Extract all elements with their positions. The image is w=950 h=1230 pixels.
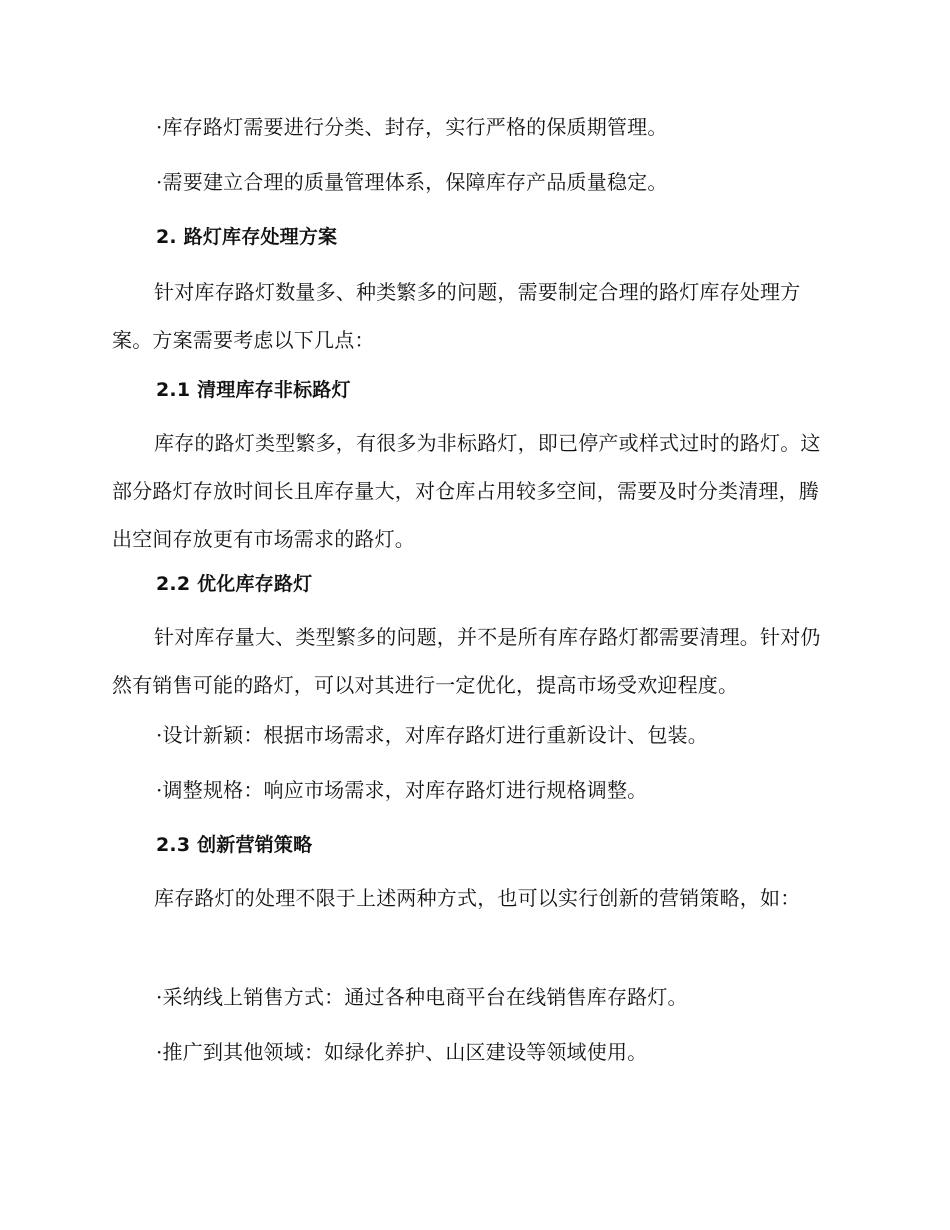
- section-2-2-heading: 2.2 优化库存路灯: [156, 573, 313, 595]
- section-2-heading: 2. 路灯库存处理方案: [156, 226, 338, 248]
- section-2-1-paragraph: 库存的路灯类型繁多，有很多为非标路灯，即已停产或样式过时的路灯。这部分路灯存放时间长且库存量大，对仓库占用较多空间，需要及时分类清理，腾出空间存放更有市场需求的路灯。: [112, 431, 821, 551]
- bullet-online-sales: ·采纳线上销售方式：通过各种电商平台在线销售库存路灯。: [156, 985, 688, 1009]
- bullet-other-fields: ·推广到其他领域：如绿化养护、山区建设等领域使用。: [156, 1040, 648, 1064]
- bullet-quality-system: ·需要建立合理的质量管理体系，保障库存产品质量稳定。: [156, 170, 668, 194]
- section-2-3-paragraph: 库存路灯的处理不限于上述两种方式，也可以实行创新的营销策略，如：: [154, 886, 801, 910]
- section-2-2-paragraph: 针对库存量大、类型繁多的问题，并不是所有库存路灯都需要清理。针对仍然有销售可能的路灯，可以对其进行一定优化，提高市场受欢迎程度。: [112, 625, 821, 697]
- section-2-3-heading: 2.3 创新营销策略: [156, 834, 313, 856]
- bullet-adjust-specs: ·调整规格：响应市场需求，对库存路灯进行规格调整。: [156, 778, 648, 802]
- bullet-storage-classification: ·库存路灯需要进行分类、封存，实行严格的保质期管理。: [156, 115, 668, 139]
- bullet-new-design: ·设计新颖：根据市场需求，对库存路灯进行重新设计、包装。: [156, 723, 708, 747]
- section-2-intro-paragraph: 针对库存路灯数量多、种类繁多的问题，需要制定合理的路灯库存处理方案。方案需要考虑以下几点：: [112, 280, 801, 352]
- section-2-1-heading: 2.1 清理库存非标路灯: [156, 379, 351, 401]
